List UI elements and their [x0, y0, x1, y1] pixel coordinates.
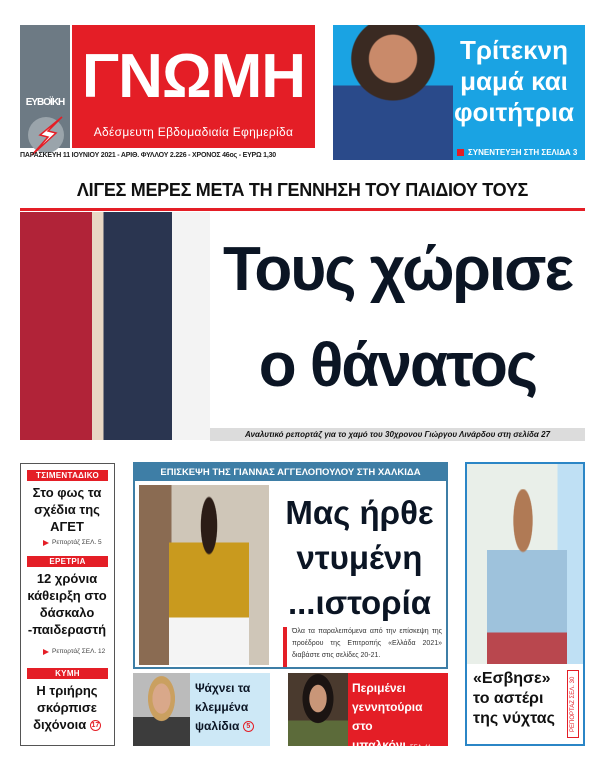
red-square-icon	[457, 149, 464, 156]
feature-figure	[169, 495, 249, 665]
right-story-headline: «Εσβησε» το αστέρι της νύχτας	[473, 670, 555, 727]
feature-bar: ΕΠΙΣΚΕΨΗ ΤΗΣ ΓΙΑΝΝΑΣ ΑΓΓΕΛΟΠΟΥΛΟΥ ΣΤΗ ΧΑΛΚΙΔΑ	[135, 464, 446, 481]
logo-region-panel	[20, 25, 70, 148]
bottom-story-2[interactable]	[288, 673, 448, 752]
masthead-logo[interactable]	[72, 25, 315, 148]
left-news-column	[20, 463, 115, 746]
promo-photo	[333, 25, 453, 160]
lead-caption: Αναλυτικό ρεπορτάζ για το χαμό του 30χρονου Γιώργου Λινάρδου στη σελίδα 27	[210, 428, 585, 441]
divider	[20, 208, 585, 211]
story-tag: ΕΡΕΤΡΙΑ	[27, 556, 108, 567]
man-figure	[487, 489, 567, 664]
headline-text: Περιμένει γεννητούρια στο μπαλκόνι	[352, 681, 423, 752]
right-story-ref: ΡΕΠΟΡΤΑΖ ΣΕΛ. 30	[567, 670, 579, 738]
newspaper-title: ΓΝΩΜΗ	[81, 42, 306, 111]
bottom-story-2-headline	[352, 679, 446, 758]
lead-photo	[20, 212, 210, 440]
story-tag: ΤΣΙΜΕΝΤΑΔΙΚΟ	[27, 470, 108, 481]
feature-box[interactable]	[133, 462, 448, 669]
story-ref-text: Ρεπορτάζ ΣΕΛ. 12	[52, 648, 106, 655]
story-tag: ΚΥΜΗ	[27, 668, 108, 679]
logo-region-label: ΕΥΒΟΪΚΗ	[25, 97, 65, 108]
story-ref	[43, 539, 102, 546]
right-story-photo	[467, 464, 583, 664]
newspaper-subtitle: Αδέσμευτη Εβδομαδιαία Εφημερίδα	[93, 125, 294, 139]
page-number-badge: 5	[243, 721, 254, 732]
headline-text: Ψάχνει τα κλεμμένα ψαλίδια	[195, 681, 251, 733]
right-story-box[interactable]	[465, 462, 585, 746]
promo-box[interactable]	[333, 25, 585, 160]
story-ref-text: Ρεπορτάζ ΣΕΛ. 5	[52, 539, 102, 546]
arrow-icon	[43, 540, 49, 546]
lightning-logo-icon	[28, 117, 64, 153]
page-number-badge: 17	[91, 722, 100, 730]
story-headline-text: Η τριήρης σκόρπισε διχόνοια	[33, 683, 98, 732]
story-ref	[43, 648, 105, 655]
page-ref: ΣΕΛ. 11	[409, 745, 432, 751]
bottom-story-2-photo	[288, 673, 348, 746]
promo-headline: Τρίτεκνη μαμά και φοιτήτρια	[453, 35, 575, 127]
lead-headline-line1[interactable]: Τους χώρισε	[223, 235, 572, 304]
feature-photo	[139, 485, 269, 665]
story-headline[interactable]: Στο φως τα σχέδια της ΑΓΕΤ	[32, 485, 102, 534]
feature-headline: Μας ήρθε ντυμένη ...ιστορία	[285, 494, 434, 621]
promo-link-text: ΣΥΝΕΝΤΕΥΞΗ ΣΤΗ ΣΕΛΙΔΑ 3	[468, 148, 578, 157]
accent-bar	[283, 627, 287, 667]
arrow-icon	[43, 649, 49, 655]
lead-headline-line2[interactable]: ο θάνατος	[258, 331, 537, 400]
lead-kicker: ΛΙΓΕΣ ΜΕΡΕΣ ΜΕΤΑ ΤΗ ΓΕΝΝΗΣΗ ΤΟΥ ΠΑΙΔΙΟΥ ΤΟΥΣ	[76, 180, 529, 200]
promo-page-ref	[457, 148, 577, 157]
feature-text: Όλα τα παραλειπόμενα από την επίσκεψη της προέδρου της Επιτροπής «Ελλάδα 2021» διαβάστε στις σελίδες 20-21.	[292, 628, 442, 659]
bottom-story-1[interactable]	[133, 673, 270, 746]
bottom-story-1-headline	[195, 679, 270, 736]
story-headline[interactable]	[21, 682, 113, 733]
bottom-story-1-photo	[133, 673, 190, 746]
issue-dateline: ΠΑΡΑΣΚΕΥΗ 11 ΙΟΥΝΙΟΥ 2021 - ΑΡΙΘ. ΦΥΛΛΟΥ 2.226 - ΧΡΟΝΟΣ 46ος - ΕΥΡΩ 1,30	[20, 152, 276, 159]
story-headline[interactable]: 12 χρόνια κάθειρξη στο δάσκαλο -παιδεραστή	[27, 571, 107, 637]
